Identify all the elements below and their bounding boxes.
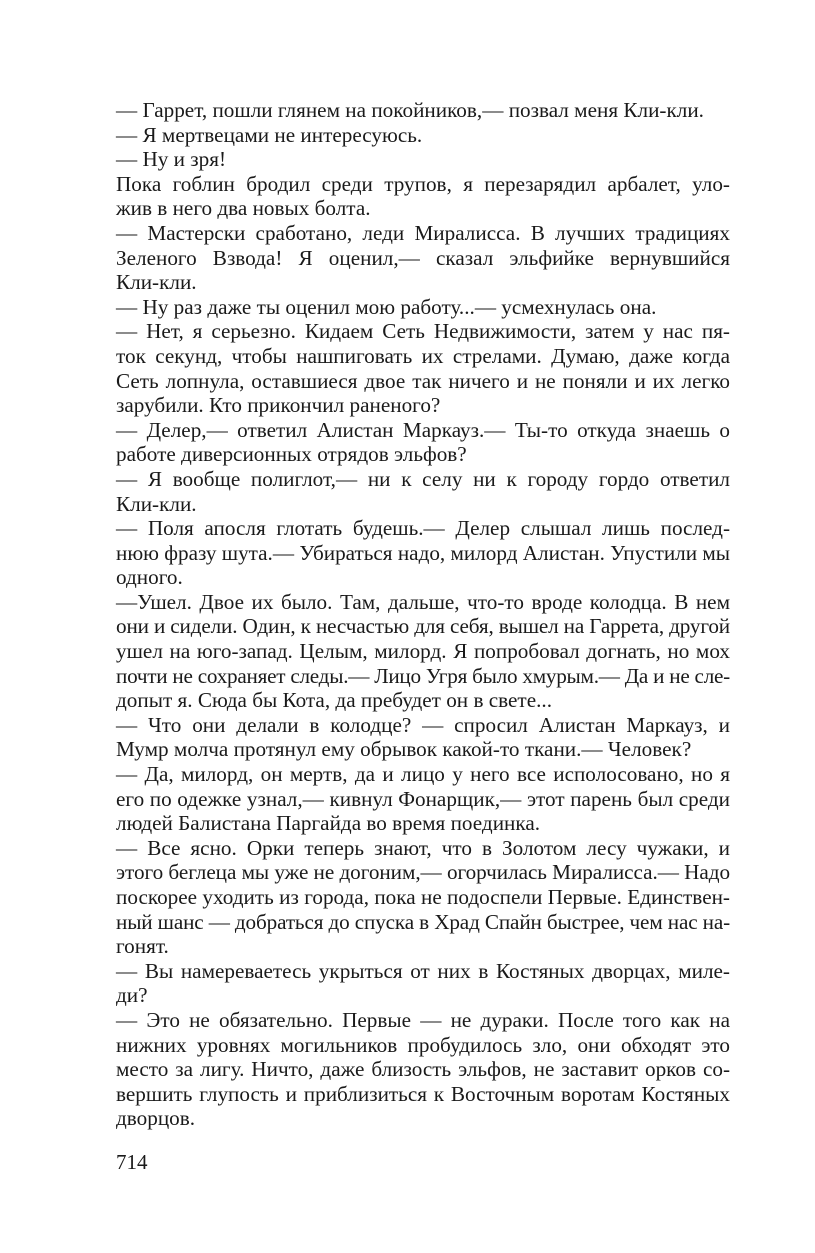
- text-line: — Поля апосля глотать будешь.— Делер слышал лишь послед-: [116, 516, 730, 541]
- text-line: этого беглеца мы уже не догоним,— огорчилась Миралисса.— Надо: [116, 860, 730, 885]
- text-line: Пока гоблин бродил среди трупов, я перезарядил арбалет, уло-: [116, 171, 730, 196]
- text-line: жив в него два новых болта.: [116, 196, 371, 221]
- page-number: 714: [116, 1150, 148, 1174]
- text-line: нюю фразу шута.— Убираться надо, милорд Алистан. Упустили мы: [116, 540, 730, 565]
- page-body-text: [116, 98, 730, 1131]
- text-line: дворцов.: [116, 1106, 196, 1131]
- text-line: его по одежке узнал,— кивнул Фонарщик,— этот парень был среди: [116, 786, 730, 811]
- text-line: — Делер,— ответил Алистан Маркауз.— Ты-то откуда знаешь о: [116, 417, 730, 442]
- text-line: место за лигу. Ничто, даже близость эльфов, не заставит орков со-: [116, 1057, 730, 1082]
- text-line: Сеть лопнула, оставшиеся двое так ничего и не поняли и их легко: [116, 368, 730, 393]
- text-line: — Ну и зря!: [116, 147, 227, 172]
- text-line: одного.: [116, 565, 183, 590]
- text-line: ди?: [116, 983, 148, 1008]
- text-line: Кли-кли.: [116, 491, 197, 516]
- text-line: — Вы намереваетесь укрыться от них в Костяных дворцах, миле-: [116, 958, 730, 983]
- text-line: работе диверсионных отрядов эльфов?: [116, 442, 467, 467]
- text-line: — Это не обязательно. Первые — не дураки. После того как на: [116, 1007, 730, 1032]
- text-line: — Я мертвецами не интересуюсь.: [116, 122, 423, 147]
- text-line: почти не сохраняет следы.— Лицо Угря было хмурым.— Да и не сле-: [116, 663, 730, 688]
- text-line: Кли-кли.: [116, 270, 197, 295]
- text-line: Мумр молча протянул ему обрывок какой-то ткани.— Человек?: [116, 737, 692, 762]
- text-line: ушел на юго-запад. Целым, милорд. Я попробовал догнать, но мох: [116, 639, 730, 664]
- text-line: — Все ясно. Орки теперь знают, что в Золотом лесу чужаки, и: [116, 835, 730, 860]
- text-line: ный шанс — добраться до спуска в Храд Спайн быстрее, чем нас на-: [116, 909, 731, 934]
- text-line: — Ну раз даже ты оценил мою работу...— усмехнулась она.: [116, 294, 657, 319]
- text-line: — Что они делали в колодце? — спросил Алистан Маркауз, и: [116, 712, 730, 737]
- text-line: — Да, милорд, он мертв, да и лицо у него все исполосовано, но я: [116, 762, 730, 787]
- text-line: — Гаррет, пошли глянем на покойников,— позвал меня Кли-кли.: [116, 98, 704, 122]
- text-line: поскорее уходить из города, пока не подоспели Первые. Единствен-: [116, 885, 730, 909]
- text-line: гонят.: [116, 934, 169, 959]
- text-line: нижних уровнях могильников пробудилось зло, они обходят это: [116, 1032, 730, 1057]
- text-line: людей Балистана Паргайда во время поединка.: [116, 811, 541, 836]
- text-line: — Нет, я серьезно. Кидаем Сеть Недвижимости, затем у нас пя-: [116, 319, 730, 344]
- text-line: —Ушел. Двое их было. Там, дальше, что-то вроде колодца. В нем: [116, 589, 730, 614]
- text-line: ток секунд, чтобы нашпиговать их стрелами. Думаю, даже когда: [116, 343, 730, 368]
- text-line: зарубили. Кто прикончил раненого?: [116, 393, 441, 418]
- text-line: вершить глупость и приблизиться к Восточным воротам Костяных: [116, 1081, 730, 1106]
- text-line: — Мастерски сработано, леди Миралисса. В лучших традициях: [116, 220, 730, 245]
- text-line: — Я вообще полиглот,— ни к селу ни к городу гордо ответил: [116, 466, 730, 491]
- text-line: Зеленого Взвода! Я оценил,— сказал эльфийке вернувшийся: [116, 245, 730, 270]
- text-line: они и сидели. Один, к несчастью для себя, вышел на Гаррета, другой: [116, 614, 730, 639]
- text-line: допыт я. Сюда бы Кота, да пребудет он в свете...: [116, 688, 552, 713]
